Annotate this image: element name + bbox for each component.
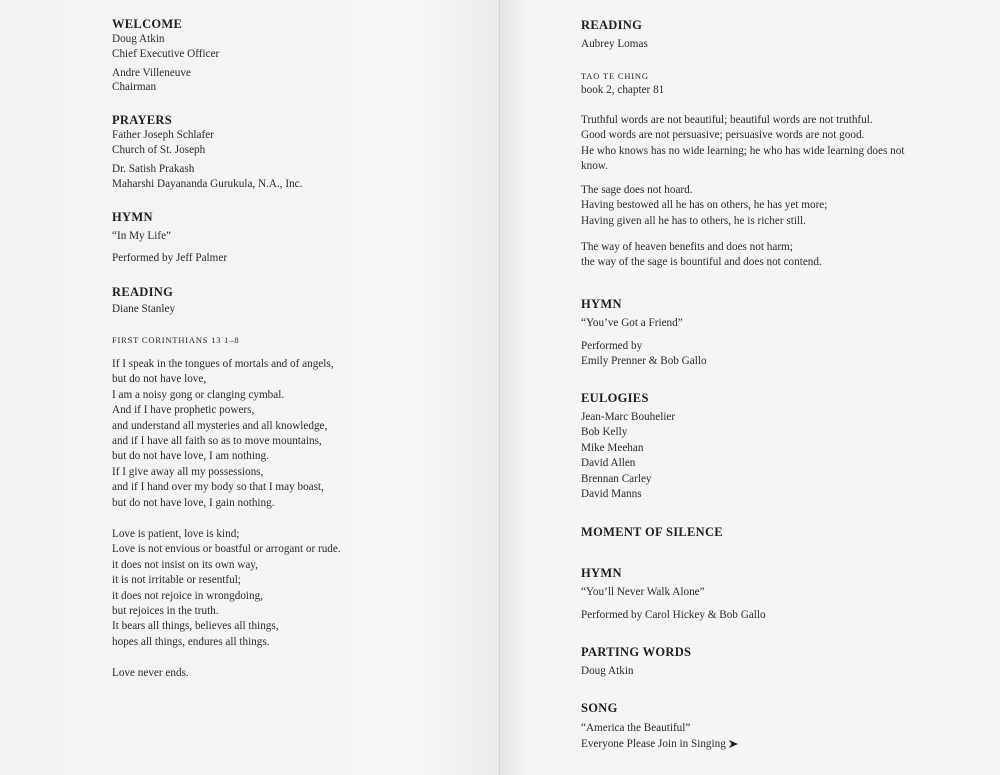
verse-line: it does not rejoice in wrongdoing,: [112, 589, 264, 602]
verse-line: and if I have all faith so as to move mountains,: [112, 434, 322, 447]
verse-line: The sage does not hoard.: [581, 184, 693, 196]
eulogist-name: David Manns: [581, 487, 642, 500]
parting-words-heading: PARTING WORDS: [581, 645, 692, 659]
verse-line: hopes all things, endures all things.: [112, 635, 270, 648]
welcome-speaker1-title: Chief Executive Officer: [112, 48, 220, 60]
right-page: [500, 0, 1000, 775]
corinthians-stanza-2: [112, 527, 341, 650]
eulogies-list: [581, 410, 675, 502]
hymn-performers: Emily Prenner & Bob Gallo: [581, 355, 707, 367]
eulogist-name: Bob Kelly: [581, 426, 628, 439]
welcome-speaker1-name: Doug Atkin: [112, 33, 165, 45]
verse-line: know.: [581, 160, 608, 173]
verse-line: but do not have love,: [112, 373, 207, 386]
reading-source: FIRST CORINTHIANS 13 1–8: [112, 335, 240, 345]
hymn-performer: Performed by Jeff Palmer: [112, 252, 228, 264]
welcome-speaker2-title: Chairman: [112, 81, 157, 93]
verse-line: but do not have love, I gain nothing.: [112, 496, 275, 509]
verse-line: I am a noisy gong or clanging cymbal.: [112, 388, 285, 401]
welcome-speaker2-name: Andre Villeneuve: [112, 67, 191, 79]
parting-words-speaker: Doug Atkin: [581, 665, 634, 677]
hymn-performer-label: Performed by: [581, 340, 643, 352]
verse-line: Having bestowed all he has on others, he has yet more;: [581, 199, 828, 212]
verse-line: It bears all things, believes all things,: [112, 620, 279, 633]
song-title: “America the Beautiful”: [581, 722, 691, 734]
verse-line: it does not insist on its own way,: [112, 558, 258, 571]
right-arrowhead-icon: [729, 739, 738, 750]
eulogist-name: Mike Meehan: [581, 441, 644, 454]
hymn-performer: Performed by Carol Hickey & Bob Gallo: [581, 609, 766, 621]
silence-heading: MOMENT OF SILENCE: [581, 525, 723, 539]
eulogist-name: Brennan Carley: [581, 472, 652, 485]
hymn-heading: HYMN: [112, 210, 153, 224]
prayers-heading: PRAYERS: [112, 113, 172, 127]
tao-stanza-2: [581, 183, 827, 229]
prayer2-org: Maharshi Dayananda Gurukula, N.A., Inc.: [112, 178, 303, 190]
verse-line: Truthful words are not beautiful; beautiful words are not truthful.: [581, 114, 873, 126]
verse-line: If I give away all my possessions,: [112, 465, 264, 478]
welcome-heading: WELCOME: [112, 17, 183, 31]
corinthians-stanza-1: [112, 357, 334, 511]
verse-line: but rejoices in the truth.: [112, 604, 219, 617]
verse-line: Having given all he has to others, he is richer still.: [581, 214, 806, 227]
tao-stanza-1: [581, 113, 904, 175]
verse-line: Love is patient, love is kind;: [112, 528, 240, 540]
hymn-title: “You’ll Never Walk Alone”: [581, 586, 705, 598]
song-instruction-text: Everyone Please Join in Singing: [581, 738, 726, 750]
verse-line: the way of the sage is bountiful and does not contend.: [581, 256, 822, 269]
reading-source: TAO TE CHING: [581, 71, 649, 81]
verse-line: and if I hand over my body so that I may boast,: [112, 481, 324, 494]
verse-line: but do not have love, I am nothing.: [112, 450, 269, 463]
reading-heading: READING: [112, 285, 174, 299]
prayer1-org: Church of St. Joseph: [112, 144, 206, 156]
eulogies-heading: EULOGIES: [581, 391, 649, 405]
reading-reader: Diane Stanley: [112, 303, 176, 315]
eulogist-name: David Allen: [581, 457, 636, 470]
prayer1-name: Father Joseph Schlafer: [112, 129, 214, 141]
hymn-title: “In My Life”: [112, 230, 172, 242]
corinthians-closing: Love never ends.: [112, 667, 189, 679]
verse-line: If I speak in the tongues of mortals and of angels,: [112, 358, 334, 370]
tao-stanza-3: [581, 240, 822, 271]
reading-chapter: book 2, chapter 81: [581, 84, 665, 96]
verse-line: and understand all mysteries and all knowledge,: [112, 419, 328, 432]
verse-line: it is not irritable or resentful;: [112, 574, 241, 587]
reading-heading: READING: [581, 18, 643, 32]
song-heading: SONG: [581, 701, 618, 715]
reading-reader: Aubrey Lomas: [581, 38, 648, 50]
verse-line: And if I have prophetic powers,: [112, 404, 255, 417]
verse-line: Love is not envious or boastful or arrogant or rude.: [112, 543, 341, 556]
song-instruction: [581, 737, 738, 752]
verse-line: Good words are not persuasive; persuasive words are not good.: [581, 129, 865, 142]
eulogist-name: Jean-Marc Bouhelier: [581, 411, 676, 423]
hymn-heading: HYMN: [581, 566, 622, 580]
prayer2-name: Dr. Satish Prakash: [112, 163, 195, 175]
verse-line: The way of heaven benefits and does not harm;: [581, 241, 793, 253]
hymn-heading: HYMN: [581, 297, 622, 311]
verse-line: He who knows has no wide learning; he who has wide learning does not: [581, 144, 905, 157]
hymn-title: “You’ve Got a Friend”: [581, 317, 683, 329]
